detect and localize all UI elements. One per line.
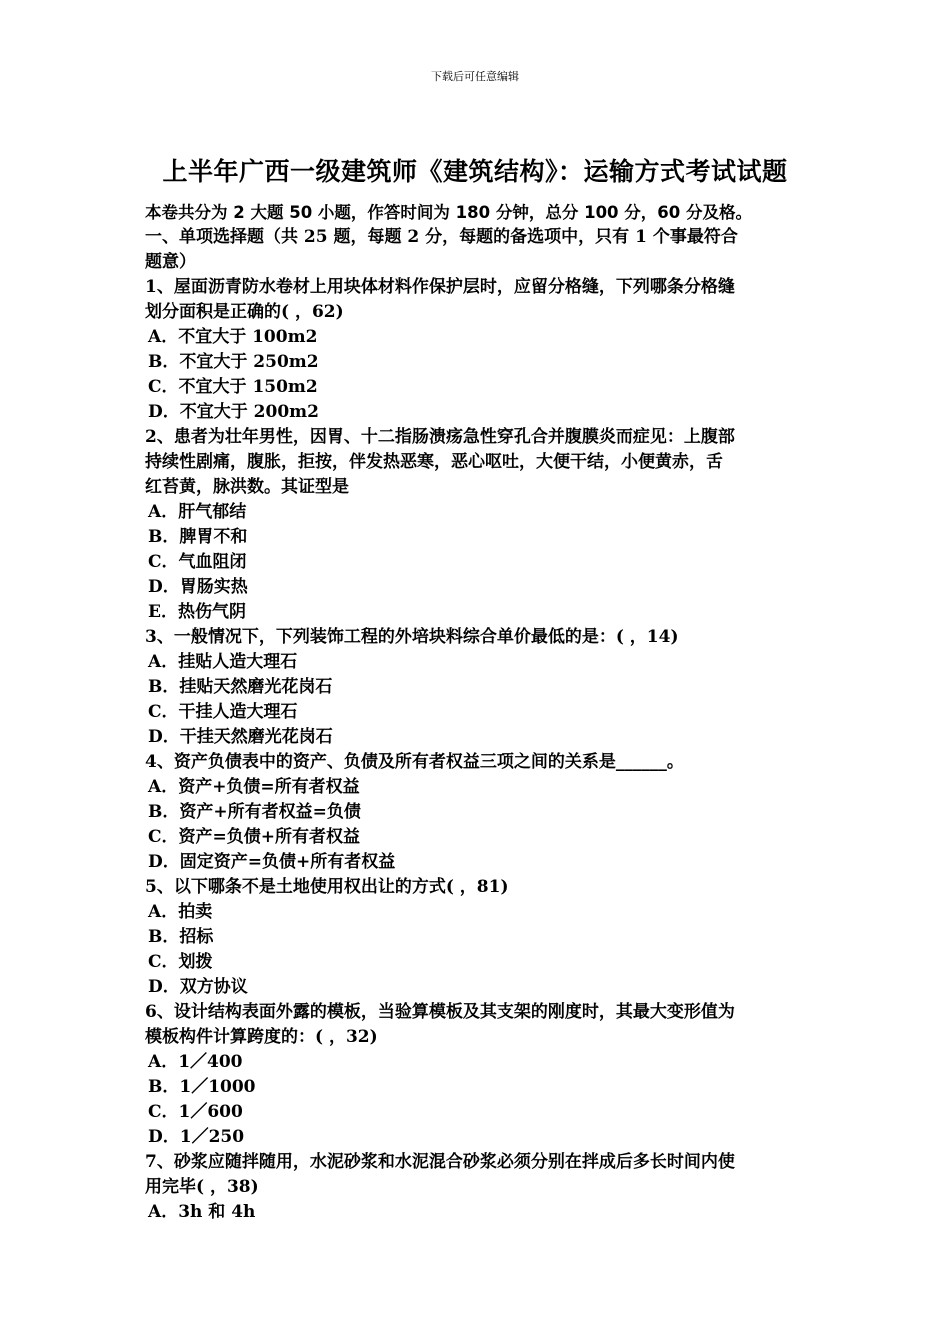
answer-option-c: C．1／600 [148, 1102, 243, 1122]
answer-option-b: B．资产+所有者权益=负债 [148, 802, 361, 822]
answer-option-d: D．双方协议 [148, 977, 248, 997]
answer-option-b: B．1／1000 [148, 1077, 256, 1097]
question-text-line: 1、屋面沥青防水卷材上用块体材料作保护层时，应留分格缝，下列哪条分格缝 [145, 277, 735, 297]
answer-option-b: B．挂贴天然磨光花岗石 [148, 677, 333, 697]
answer-option-e: E．热伤气阴 [148, 602, 246, 622]
header-note: 下载后可任意编辑 [431, 70, 519, 83]
answer-option-b: B．招标 [148, 927, 214, 947]
answer-option-a: A．不宜大于 100m2 [148, 327, 318, 347]
question-text-line: 划分面积是正确的( ，62) [145, 302, 344, 322]
question-2 [145, 425, 807, 625]
answer-option-d: D．胃肠实热 [148, 577, 248, 597]
question-text-line: 3、一般情况下，下列装饰工程的外培块料综合单价最低的是：( ，14) [145, 627, 679, 647]
question-text-line: 模板构件计算跨度的：( ，32) [145, 1027, 378, 1047]
section-heading-line-1: 一、单项选择题（共 25 题，每题 2 分，每题的备选项中，只有 1 个事最符合 [145, 227, 738, 247]
answer-option-d: D．固定资产=负债+所有者权益 [148, 852, 396, 872]
question-4 [145, 750, 807, 875]
answer-option-b: B．不宜大于 250m2 [148, 352, 319, 372]
question-1 [145, 275, 807, 425]
question-text-line: 红苔黄，脉洪数。其证型是 [145, 477, 349, 497]
question-text-line: 4、资产负债表中的资产、负债及所有者权益三项之间的关系是______。 [145, 752, 684, 772]
question-text-line: 7、砂浆应随拌随用，水泥砂浆和水泥混合砂浆必须分别在拌成后多长时间内使 [145, 1152, 735, 1172]
exam-summary: 本卷共分为 2 大题 50 小题，作答时间为 180 分钟，总分 100 分，60 分及格。 [145, 203, 752, 222]
answer-option-d: D．干挂天然磨光花岗石 [148, 727, 333, 747]
question-5 [145, 875, 807, 1000]
question-text-line: 持续性剧痛，腹胀，拒按，伴发热恶寒，恶心呕吐，大便干结，小便黄赤，舌 [145, 452, 723, 472]
answer-option-a: A．挂贴人造大理石 [148, 652, 298, 672]
answer-option-c: C．划拨 [148, 952, 213, 972]
section-heading-line-2: 题意） [145, 252, 196, 272]
answer-option-c: C．资产=负债+所有者权益 [148, 827, 361, 847]
question-7 [145, 1150, 807, 1225]
answer-option-c: C．气血阻闭 [148, 552, 247, 572]
question-3 [145, 625, 807, 750]
answer-option-b: B．脾胃不和 [148, 527, 248, 547]
answer-option-a: A．拍卖 [148, 902, 213, 922]
answer-option-d: D．1／250 [148, 1127, 245, 1147]
answer-option-a: A．肝气郁结 [148, 502, 247, 522]
answer-option-a: A．1／400 [148, 1052, 243, 1072]
question-text-line: 2、患者为壮年男性，因胃、十二指肠溃疡急性穿孔合并腹膜炎而症见：上腹部 [145, 427, 735, 447]
answer-option-c: C．不宜大于 150m2 [148, 377, 318, 397]
question-text-line: 5、以下哪条不是土地使用权出让的方式( ，81) [145, 877, 509, 897]
answer-option-a: A．3h 和 4h [148, 1202, 256, 1222]
page-title: 上半年广西一级建筑师《建筑结构》：运输方式考试试题 [162, 157, 788, 186]
exam-content [145, 200, 807, 1225]
answer-option-a: A．资产+负债=所有者权益 [148, 777, 360, 797]
answer-option-c: C．干挂人造大理石 [148, 702, 298, 722]
question-6 [145, 1000, 807, 1150]
question-text-line: 6、设计结构表面外露的模板，当验算模板及其支架的刚度时，其最大变形值为 [145, 1002, 735, 1022]
question-text-line: 用完毕( ，38) [145, 1177, 259, 1197]
answer-option-d: D．不宜大于 200m2 [148, 402, 319, 422]
